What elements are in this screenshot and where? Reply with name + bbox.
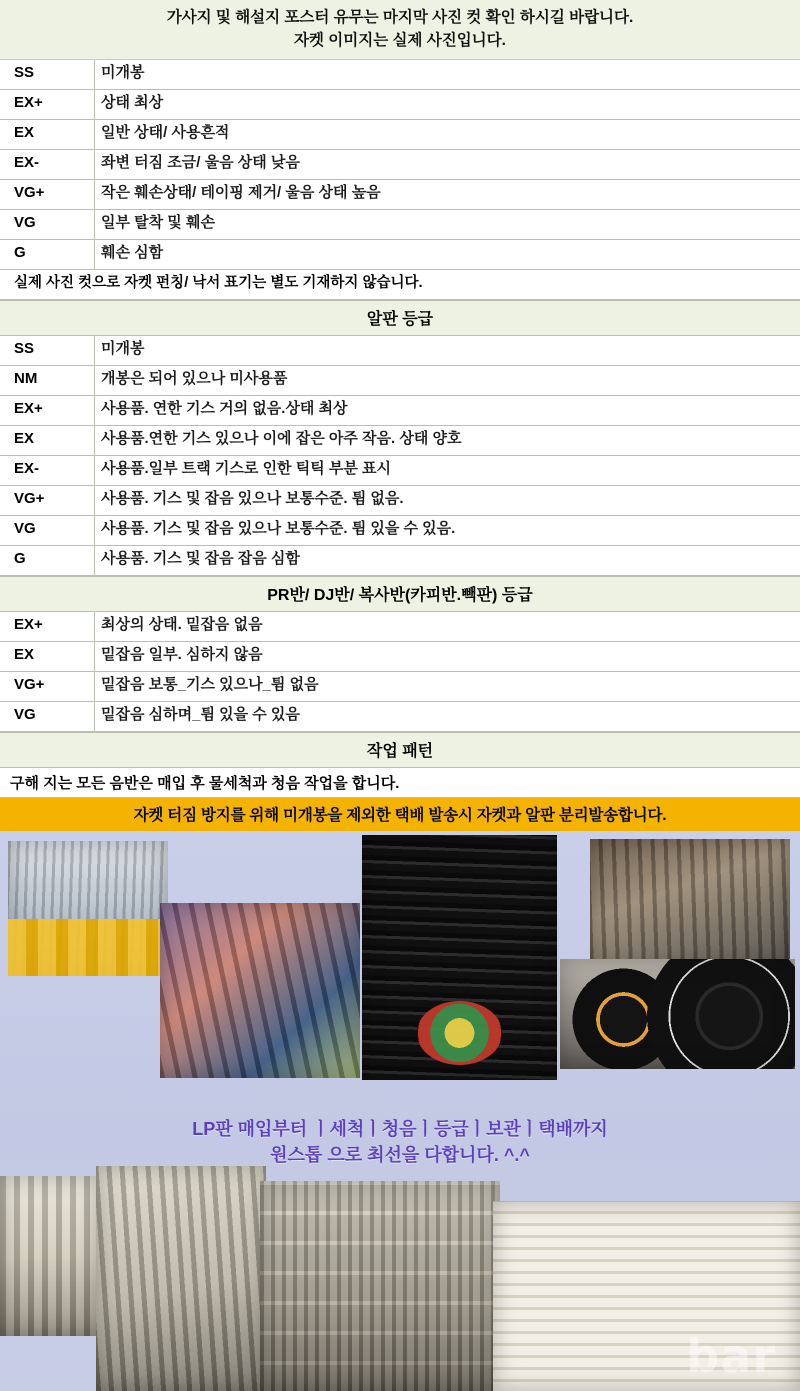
collage-caption xyxy=(0,1116,800,1168)
table-row xyxy=(0,641,800,671)
grade-code: G xyxy=(0,545,95,575)
table-row xyxy=(0,545,800,575)
grade-desc: 좌변 터짐 조금/ 울음 상태 낮음 xyxy=(95,149,800,179)
photo-collage xyxy=(0,831,800,1391)
grade-desc: 사용품. 기스 및 잡음 있으나 보통수준. 튐 있을 수 있음. xyxy=(95,515,800,545)
grade-code: SS xyxy=(0,336,95,366)
table-row xyxy=(0,515,800,545)
grade-desc: 사용품.일부 트랙 기스로 인한 틱틱 부분 표시 xyxy=(95,455,800,485)
watermark: bar xyxy=(686,1329,776,1383)
grade-code: EX- xyxy=(0,455,95,485)
table-row xyxy=(0,336,800,366)
grade-code: SS xyxy=(0,60,95,90)
grade-code: NM xyxy=(0,365,95,395)
jacket-grade-footnote: 실제 사진 컷으로 자켓 펀칭/ 낙서 표기는 별도 기재하지 않습니다. xyxy=(0,269,800,299)
photo-turntables xyxy=(560,959,795,1069)
photo-album-covers-closeup xyxy=(160,903,360,1078)
photo-record-aisle-center xyxy=(96,1166,266,1391)
photo-stacked-vinyl-discs xyxy=(362,835,557,1080)
photo-shade xyxy=(560,959,795,1069)
grade-desc: 사용품. 연한 기스 거의 없음.상태 최상 xyxy=(95,395,800,425)
grade-desc: 작은 훼손상태/ 테이핑 제거/ 울음 상태 높음 xyxy=(95,179,800,209)
table-row xyxy=(0,179,800,209)
grade-code: G xyxy=(0,239,95,269)
table-row xyxy=(0,209,800,239)
work-pattern-line: 구해 지는 모든 음반은 매입 후 물세척과 청음 작업을 합니다. xyxy=(0,768,800,798)
grade-desc: 미개봉 xyxy=(95,60,800,90)
table-row xyxy=(0,485,800,515)
grade-desc: 일부 탈착 및 훼손 xyxy=(95,209,800,239)
caption-line-1: LP판 매입부터 ㅣ세척ㅣ청음ㅣ등급ㅣ보관ㅣ택배까지 xyxy=(0,1116,800,1142)
grade-code: VG+ xyxy=(0,485,95,515)
table-row xyxy=(0,671,800,701)
grade-code: EX- xyxy=(0,149,95,179)
photo-shade xyxy=(590,839,790,969)
grade-desc: 일반 상태/ 사용흔적 xyxy=(95,119,800,149)
shipping-banner: 자켓 터짐 방지를 위해 미개봉을 제외한 택배 발송시 자켓과 알판 분리발송합니다. xyxy=(0,798,800,831)
photo-shade xyxy=(160,903,360,1078)
work-pattern-title: 작업 패턴 xyxy=(0,732,800,768)
table-row xyxy=(0,365,800,395)
grade-code: EX+ xyxy=(0,395,95,425)
grade-desc: 개봉은 되어 있으나 미사용품 xyxy=(95,365,800,395)
grade-code: EX xyxy=(0,119,95,149)
photo-yellow-crates-of-records xyxy=(8,841,168,976)
table-row xyxy=(0,149,800,179)
promo-grade-title: PR반/ DJ반/ 복사반(카피반.빽판) 등급 xyxy=(0,576,800,612)
table-row xyxy=(0,612,800,642)
grade-desc: 훼손 심함 xyxy=(95,239,800,269)
grade-code: EX+ xyxy=(0,612,95,642)
table-row xyxy=(0,89,800,119)
notice-line-2: 자켓 이미지는 실제 사진입니다. xyxy=(0,29,800,52)
grade-desc: 최상의 상태. 밑잡음 없음 xyxy=(95,612,800,642)
grade-desc: 상태 최상 xyxy=(95,89,800,119)
photo-record-racks xyxy=(260,1181,500,1391)
grade-code: VG xyxy=(0,209,95,239)
grade-desc: 사용품. 기스 및 잡음 잡음 심함 xyxy=(95,545,800,575)
grade-desc: 미개봉 xyxy=(95,336,800,366)
table-row xyxy=(0,425,800,455)
table-row xyxy=(0,701,800,731)
photo-shade xyxy=(0,1176,100,1336)
disc-grade-table xyxy=(0,336,800,576)
grade-code: VG+ xyxy=(0,671,95,701)
grade-code: VG+ xyxy=(0,179,95,209)
photo-shade xyxy=(260,1181,500,1391)
caption-line-2: 원스톱 으로 최선을 다합니다. ^.^ xyxy=(0,1142,800,1168)
table-row xyxy=(0,239,800,269)
table-row xyxy=(0,60,800,90)
photo-record-aisle-left xyxy=(0,1176,100,1336)
promo-grade-table xyxy=(0,612,800,732)
photo-shade xyxy=(8,841,168,976)
photo-storage-shelf-room xyxy=(590,839,790,969)
photo-shade xyxy=(362,835,557,1080)
grade-code: EX xyxy=(0,641,95,671)
table-row-note xyxy=(0,269,800,299)
jacket-grade-table xyxy=(0,60,800,300)
grade-desc: 사용품.연한 기스 있으나 이에 잡은 아주 작음. 상태 양호 xyxy=(95,425,800,455)
grade-code: EX xyxy=(0,425,95,455)
top-notice xyxy=(0,0,800,60)
table-row xyxy=(0,395,800,425)
disc-grade-title: 알판 등급 xyxy=(0,300,800,336)
grade-desc: 밑잡음 심하며_튐 있을 수 있음 xyxy=(95,701,800,731)
grade-desc: 사용품. 기스 및 잡음 있으나 보통수준. 튐 없음. xyxy=(95,485,800,515)
grade-desc: 밑잡음 일부. 심하지 않음 xyxy=(95,641,800,671)
grade-code: EX+ xyxy=(0,89,95,119)
grade-code: VG xyxy=(0,515,95,545)
grade-desc: 밑잡음 보통_기스 있으나_튐 없음 xyxy=(95,671,800,701)
table-row xyxy=(0,119,800,149)
photo-shade xyxy=(96,1166,266,1391)
notice-line-1: 가사지 및 해설지 포스터 유무는 마지막 사진 컷 확인 하시길 바랍니다. xyxy=(0,6,800,29)
table-row xyxy=(0,455,800,485)
grade-code: VG xyxy=(0,701,95,731)
